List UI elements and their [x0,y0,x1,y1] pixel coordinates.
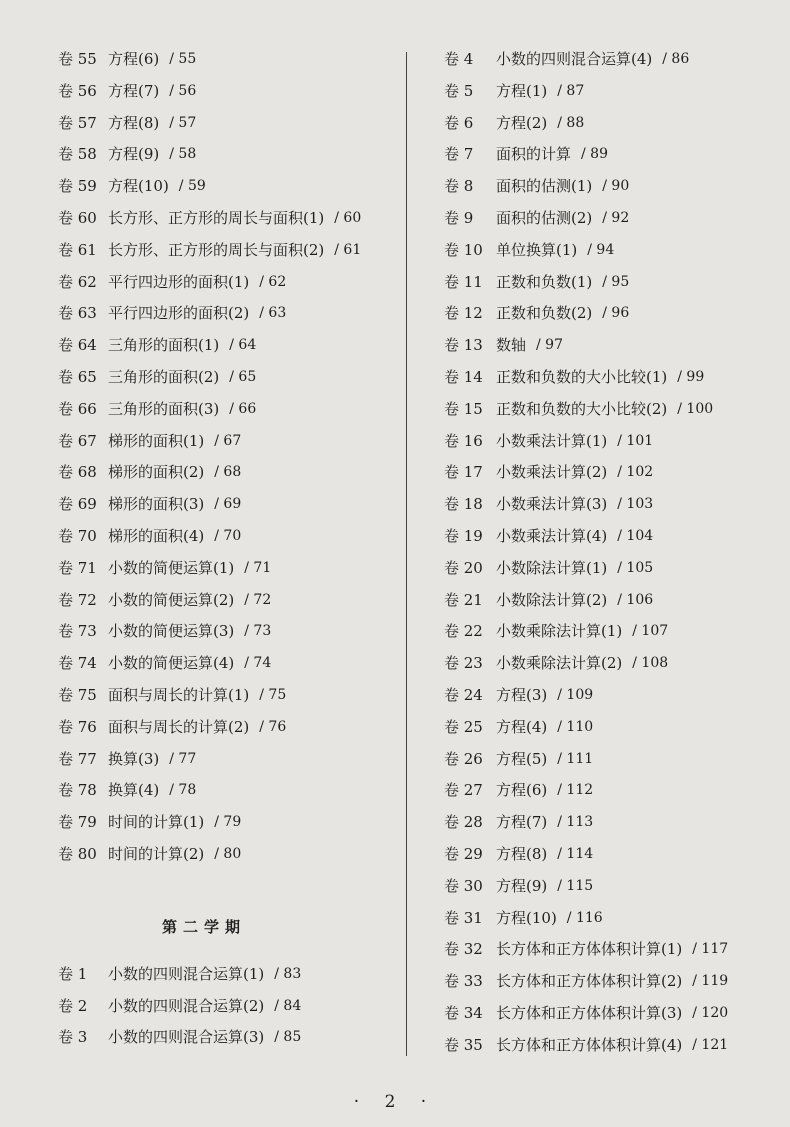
toc-volume-number: 卷 56 [58,81,97,100]
toc-entry-title: 长方形、正方形的周长与面积(2) [108,240,325,259]
first-term-list [58,44,398,871]
toc-entry-title: 小数的简便运算(3) [108,622,235,641]
toc-entry-title: 小数的简便运算(1) [108,558,235,577]
toc-entry-title: 方程(1) [496,81,548,100]
toc-entry [58,426,398,458]
toc-entry-title: 方程(10) [496,908,557,927]
section-spacer [58,871,398,895]
toc-volume-number: 卷 61 [58,240,97,259]
toc-page-number: / 114 [557,845,594,862]
toc-entry [444,267,784,299]
toc-volume-number: 卷 13 [444,336,483,355]
toc-entry-title: 方程(9) [108,145,160,164]
toc-entry-title: 长方体和正方体体积计算(4) [496,1035,683,1054]
toc-page-number: / 104 [617,527,654,544]
toc-volume-number: 卷 11 [444,272,483,291]
toc-entry [444,330,784,362]
toc-volume-number: 卷 59 [58,177,97,196]
toc-entry [58,1022,398,1054]
toc-entry [444,457,784,489]
toc-page-number: / 68 [214,464,242,481]
toc-entry [444,1030,784,1062]
toc-entry-title: 正数和负数的大小比较(2) [496,399,668,418]
toc-volume-number: 卷 64 [58,336,97,355]
toc-page-number: / 84 [274,997,302,1014]
toc-page-number: / 110 [557,718,594,735]
toc-page-number: / 77 [169,750,197,767]
toc-entry [58,585,398,617]
toc-volume-number: 卷 10 [444,240,483,259]
toc-entry [444,934,784,966]
toc-volume-number: 卷 78 [58,781,97,800]
toc-entry-title: 换算(3) [108,749,160,768]
toc-volume-number: 卷 24 [444,685,483,704]
toc-entry [444,139,784,171]
toc-entry [444,775,784,807]
toc-page-number: / 76 [259,718,287,735]
toc-entry-title: 方程(6) [108,50,160,68]
toc-entry-title: 方程(9) [496,876,548,895]
section-heading-second-term: 第二学期 [162,917,247,936]
toc-page-number: / 72 [244,591,272,608]
toc-page-number: / 83 [274,965,302,982]
toc-page-number: / 63 [259,305,287,322]
toc-entry-title: 方程(7) [496,813,548,832]
toc-entry-title: 小数乘法计算(1) [496,431,608,450]
toc-volume-number: 卷 30 [444,876,483,895]
toc-page-number: / 119 [692,973,729,990]
toc-entry-title: 正数和负数的大小比较(1) [496,367,668,386]
toc-page-number: / 107 [632,623,669,640]
toc-volume-number: 卷 57 [58,113,97,132]
toc-entry [58,394,398,426]
toc-page-number: / 96 [602,305,630,322]
toc-volume-number: 卷 35 [444,1035,483,1054]
toc-volume-number: 卷 15 [444,399,483,418]
toc-entry-title: 面积的计算 [496,145,572,164]
toc-page-number: / 86 [662,51,690,67]
toc-entry-title: 小数的简便运算(2) [108,590,235,609]
toc-page-number: / 109 [557,686,594,703]
toc-volume-number: 卷 69 [58,495,97,514]
column-divider [406,52,407,1056]
toc-entry [58,44,398,76]
toc-volume-number: 卷 8 [444,177,474,196]
toc-entry [444,839,784,871]
toc-volume-number: 卷 65 [58,367,97,386]
toc-entry-title: 面积的估测(1) [496,177,593,196]
toc-entry [444,108,784,140]
toc-entry-title: 正数和负数(1) [496,272,593,291]
toc-entry [444,44,784,76]
toc-entry [58,235,398,267]
toc-entry [58,521,398,553]
toc-entry [444,807,784,839]
toc-page-number: / 117 [692,941,729,958]
toc-volume-number: 卷 58 [58,145,97,164]
toc-entry [444,871,784,903]
toc-page-number: / 61 [334,241,362,258]
toc-volume-number: 卷 1 [58,964,88,983]
toc-entry [58,171,398,203]
toc-volume-number: 卷 27 [444,781,483,800]
toc-entry-title: 方程(6) [496,781,548,800]
toc-entry-title: 长方形、正方形的周长与面积(1) [108,208,325,227]
toc-entry [58,959,398,991]
toc-entry [444,394,784,426]
toc-entry-title: 方程(5) [496,749,548,768]
toc-entry-title: 小数乘除法计算(1) [496,622,623,641]
toc-entry-title: 方程(8) [496,844,548,863]
toc-volume-number: 卷 74 [58,654,97,673]
toc-page-number: / 89 [581,146,608,163]
toc-entry [58,648,398,680]
toc-page-number: / 57 [169,114,197,131]
toc-volume-number: 卷 60 [58,208,97,227]
toc-volume-number: 卷 68 [58,463,97,482]
toc-entry [58,108,398,140]
toc-entry [444,298,784,330]
toc-entry-title: 平行四边形的面积(1) [108,272,250,291]
toc-page-number: / 100 [677,400,714,417]
toc-page-number: / 113 [557,814,594,831]
toc-entry-title: 梯形的面积(2) [108,463,205,482]
toc-volume-number: 卷 4 [444,50,474,68]
toc-page-number: / 88 [557,114,585,131]
toc-volume-number: 卷 63 [58,304,97,323]
toc-entry-title: 数轴 [496,336,527,355]
toc-entry-title: 梯形的面积(1) [108,431,205,450]
toc-page-number: / 115 [557,877,594,894]
toc-page-number: / 112 [557,782,594,799]
toc-page-number: / 69 [214,496,242,513]
toc-page-number: / 103 [617,496,654,513]
toc-page-number: / 80 [214,845,242,862]
toc-entry [444,966,784,998]
toc-page-number: / 70 [214,527,242,544]
toc-page-number: / 97 [536,337,563,354]
toc-page-number: / 111 [557,750,594,767]
toc-entry [444,521,784,553]
toc-entry-title: 方程(4) [496,717,548,736]
toc-entry [58,616,398,648]
toc-page-number: / 120 [692,1004,729,1021]
toc-entry [444,235,784,267]
toc-entry-title: 时间的计算(2) [108,844,205,863]
toc-page-number: / 105 [617,559,654,576]
toc-page-number: / 56 [169,82,197,99]
toc-entry-title: 长方体和正方体体积计算(1) [496,940,683,959]
toc-entry-title: 三角形的面积(1) [108,336,220,355]
toc-page-number: / 74 [244,655,272,672]
toc-entry-title: 正数和负数(2) [496,304,593,323]
toc-volume-number: 卷 29 [444,844,483,863]
toc-volume-number: 卷 20 [444,558,483,577]
toc-volume-number: 卷 76 [58,717,97,736]
toc-page-number: / 90 [602,178,630,195]
toc-entry [444,648,784,680]
toc-page-number: / 62 [259,273,287,290]
toc-volume-number: 卷 72 [58,590,97,609]
toc-entry-title: 面积与周长的计算(1) [108,685,250,704]
toc-page-number: / 106 [617,591,654,608]
toc-entry [58,775,398,807]
toc-volume-number: 卷 75 [58,685,97,704]
page-number: · 2 · [353,1092,437,1112]
toc-page-number: / 85 [274,1029,302,1046]
toc-entry-title: 方程(7) [108,81,160,100]
toc-entry [444,616,784,648]
toc-page-number: / 59 [178,178,206,195]
toc-volume-number: 卷 6 [444,113,474,132]
toc-volume-number: 卷 32 [444,940,483,959]
toc-entry-title: 三角形的面积(2) [108,367,220,386]
toc-volume-number: 卷 28 [444,813,483,832]
toc-entry-title: 小数除法计算(2) [496,590,608,609]
toc-entry-title: 小数乘法计算(3) [496,495,608,514]
toc-entry [444,744,784,776]
toc-entry [444,712,784,744]
toc-page-number: / 71 [244,559,272,576]
toc-page-number: / 64 [229,337,257,354]
toc-entry-title: 小数的四则混合运算(4) [496,50,653,68]
toc-entry [444,362,784,394]
second-term-list-continued [444,44,784,1062]
toc-volume-number: 卷 73 [58,622,97,641]
toc-volume-number: 卷 19 [444,526,483,545]
toc-entry-title: 方程(3) [496,685,548,704]
toc-entry [58,203,398,235]
toc-volume-number: 卷 71 [58,558,97,577]
toc-page-number: / 101 [617,432,654,449]
left-column [58,44,398,1054]
toc-entry [444,426,784,458]
toc-entry-title: 小数的四则混合运算(2) [108,996,265,1015]
toc-entry-title: 长方体和正方体体积计算(2) [496,972,683,991]
toc-volume-number: 卷 17 [444,463,483,482]
toc-entry [444,489,784,521]
toc-page-number: / 99 [677,368,705,385]
toc-page-number: / 66 [229,400,257,417]
toc-entry [58,489,398,521]
toc-entry [444,585,784,617]
toc-entry [58,807,398,839]
toc-entry [58,298,398,330]
toc-volume-number: 卷 80 [58,844,97,863]
toc-volume-number: 卷 26 [444,749,483,768]
toc-entry-title: 时间的计算(1) [108,813,205,832]
toc-page-number: / 67 [214,432,242,449]
toc-entry-title: 方程(2) [496,113,548,132]
toc-page-number: / 78 [169,782,197,799]
toc-entry [58,991,398,1023]
toc-volume-number: 卷 23 [444,654,483,673]
toc-volume-number: 卷 25 [444,717,483,736]
toc-page-number: / 60 [334,209,362,226]
toc-entry [58,457,398,489]
toc-page-number: / 95 [602,273,630,290]
toc-volume-number: 卷 7 [444,145,474,164]
toc-entry [444,203,784,235]
toc-entry-title: 小数的简便运算(4) [108,654,235,673]
toc-entry [444,76,784,108]
toc-entry [58,680,398,712]
toc-page-number: / 79 [214,814,242,831]
toc-entry [58,362,398,394]
toc-entry [58,553,398,585]
toc-page-number: / 87 [557,82,585,99]
toc-entry-title: 小数乘法计算(2) [496,463,608,482]
toc-entry [58,76,398,108]
toc-entry-title: 小数乘除法计算(2) [496,654,623,673]
toc-entry-title: 小数除法计算(1) [496,558,608,577]
toc-page-number: / 94 [587,241,615,258]
toc-volume-number: 卷 18 [444,495,483,514]
toc-entry-title: 方程(8) [108,113,160,132]
toc-page-number: / 121 [692,1036,729,1053]
toc-volume-number: 卷 77 [58,749,97,768]
toc-entry-title: 方程(10) [108,177,169,196]
toc-entry-title: 长方体和正方体体积计算(3) [496,1003,683,1022]
toc-page-number: / 116 [566,909,603,926]
toc-volume-number: 卷 79 [58,813,97,832]
toc-volume-number: 卷 55 [58,50,97,68]
toc-volume-number: 卷 21 [444,590,483,609]
toc-page-number: / 65 [229,368,257,385]
toc-entry-title: 平行四边形的面积(2) [108,304,250,323]
toc-entry-title: 单位换算(1) [496,240,578,259]
toc-volume-number: 卷 31 [444,908,483,927]
toc-volume-number: 卷 9 [444,208,474,227]
toc-page-number: / 55 [169,51,197,67]
toc-page-number: / 92 [602,209,630,226]
toc-page-number: / 75 [259,686,287,703]
toc-volume-number: 卷 2 [58,996,88,1015]
toc-entry [444,998,784,1030]
toc-entry [58,330,398,362]
toc-entry [444,171,784,203]
toc-volume-number: 卷 22 [444,622,483,641]
toc-entry-title: 三角形的面积(3) [108,399,220,418]
toc-volume-number: 卷 16 [444,431,483,450]
toc-volume-number: 卷 5 [444,81,474,100]
toc-page-number: / 58 [169,146,197,163]
toc-entry-title: 梯形的面积(4) [108,526,205,545]
toc-entry [444,903,784,935]
toc-volume-number: 卷 70 [58,526,97,545]
toc-volume-number: 卷 62 [58,272,97,291]
toc-entry [444,553,784,585]
toc-volume-number: 卷 66 [58,399,97,418]
toc-entry-title: 面积与周长的计算(2) [108,717,250,736]
toc-entry-title: 梯形的面积(3) [108,495,205,514]
toc-page-number: / 108 [632,655,669,672]
toc-volume-number: 卷 33 [444,972,483,991]
toc-entry [444,680,784,712]
toc-volume-number: 卷 67 [58,431,97,450]
toc-entry [58,744,398,776]
toc-volume-number: 卷 3 [58,1028,88,1047]
second-term-list [58,959,398,1054]
toc-entry-title: 小数乘法计算(4) [496,526,608,545]
toc-entry-title: 小数的四则混合运算(3) [108,1028,265,1047]
toc-volume-number: 卷 34 [444,1003,483,1022]
toc-entry [58,712,398,744]
toc-volume-number: 卷 14 [444,367,483,386]
toc-entry [58,139,398,171]
toc-volume-number: 卷 12 [444,304,483,323]
toc-entry [58,839,398,871]
right-column [444,44,784,1062]
toc-entry-title: 换算(4) [108,781,160,800]
toc-page-number: / 73 [244,623,272,640]
toc-entry-title: 面积的估测(2) [496,208,593,227]
toc-entry-title: 小数的四则混合运算(1) [108,964,265,983]
toc-page-number: / 102 [617,464,654,481]
toc-entry [58,267,398,299]
